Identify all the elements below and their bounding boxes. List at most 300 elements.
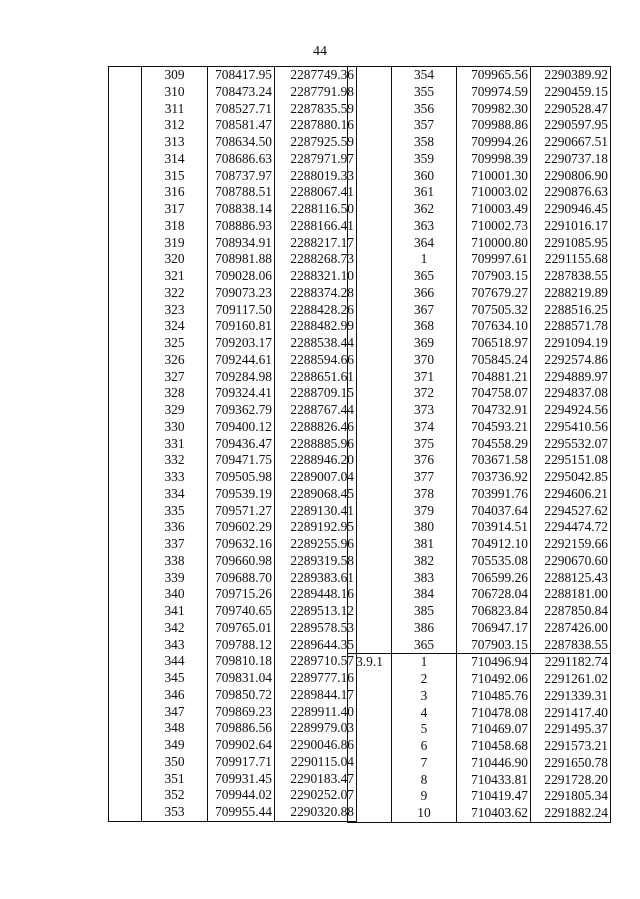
- section-cell: [348, 352, 392, 369]
- point-number-cell: 366: [392, 285, 457, 302]
- section-cell: [109, 268, 142, 285]
- point-number-cell: 7: [392, 755, 457, 772]
- table-row: [109, 251, 357, 268]
- section-cell: [348, 117, 392, 134]
- table-row: [109, 704, 357, 721]
- section-cell: [348, 772, 392, 789]
- y-coordinate-cell: 2290528.47: [531, 101, 611, 118]
- coordinates-table-right: [347, 66, 611, 823]
- x-coordinate-cell: 709244.61: [208, 352, 275, 369]
- table-row: [109, 302, 357, 319]
- point-number-cell: 329: [142, 402, 208, 419]
- x-coordinate-cell: 710003.02: [457, 184, 531, 201]
- point-number-cell: 322: [142, 285, 208, 302]
- y-coordinate-cell: 2292574.86: [531, 352, 611, 369]
- table-row: [348, 603, 611, 620]
- table-row: [109, 117, 357, 134]
- point-number-cell: 336: [142, 519, 208, 536]
- point-number-cell: 345: [142, 670, 208, 687]
- section-cell: [348, 721, 392, 738]
- x-coordinate-cell: 709974.59: [457, 84, 531, 101]
- section-cell: [109, 101, 142, 118]
- table-row: [109, 670, 357, 687]
- point-number-cell: 344: [142, 653, 208, 670]
- section-cell: [109, 653, 142, 670]
- point-number-cell: 310: [142, 84, 208, 101]
- section-cell: [348, 134, 392, 151]
- x-coordinate-cell: 709571.27: [208, 503, 275, 520]
- section-cell: [109, 687, 142, 704]
- point-number-cell: 378: [392, 486, 457, 503]
- y-coordinate-cell: 2287835.59: [275, 101, 357, 118]
- section-cell: [348, 755, 392, 772]
- y-coordinate-cell: 2288321.10: [275, 268, 357, 285]
- table-row: [109, 653, 357, 670]
- section-cell: 3.9.1: [348, 654, 392, 671]
- y-coordinate-cell: 2288181.00: [531, 586, 611, 603]
- point-number-cell: 315: [142, 168, 208, 185]
- y-coordinate-cell: 2294924.56: [531, 402, 611, 419]
- y-coordinate-cell: 2288767.44: [275, 402, 357, 419]
- table-row: [348, 84, 611, 101]
- y-coordinate-cell: 2291495.37: [531, 721, 611, 738]
- section-cell: [348, 503, 392, 520]
- y-coordinate-cell: 2288166.41: [275, 218, 357, 235]
- y-coordinate-cell: 2289578.53: [275, 620, 357, 637]
- x-coordinate-cell: 704732.91: [457, 402, 531, 419]
- point-number-cell: 314: [142, 151, 208, 168]
- x-coordinate-cell: 709028.06: [208, 268, 275, 285]
- table-row: [348, 201, 611, 218]
- x-coordinate-cell: 703736.92: [457, 469, 531, 486]
- x-coordinate-cell: 710003.49: [457, 201, 531, 218]
- x-coordinate-cell: 709998.39: [457, 151, 531, 168]
- x-coordinate-cell: 707634.10: [457, 318, 531, 335]
- section-cell: [348, 84, 392, 101]
- point-number-cell: 360: [392, 168, 457, 185]
- y-coordinate-cell: 2289777.16: [275, 670, 357, 687]
- point-number-cell: 10: [392, 805, 457, 822]
- y-coordinate-cell: 2294837.08: [531, 385, 611, 402]
- point-number-cell: 319: [142, 235, 208, 252]
- point-number-cell: 373: [392, 402, 457, 419]
- x-coordinate-cell: 709160.81: [208, 318, 275, 335]
- section-cell: [348, 536, 392, 553]
- table-row: [109, 519, 357, 536]
- section-cell: [109, 787, 142, 804]
- point-number-cell: 369: [392, 335, 457, 352]
- table-row: [348, 570, 611, 587]
- x-coordinate-cell: 709602.29: [208, 519, 275, 536]
- y-coordinate-cell: 2288709.15: [275, 385, 357, 402]
- table-row: [348, 620, 611, 637]
- table-row: [348, 654, 611, 671]
- y-coordinate-cell: 2288019.33: [275, 168, 357, 185]
- x-coordinate-cell: 709988.86: [457, 117, 531, 134]
- point-number-cell: 349: [142, 737, 208, 754]
- point-number-cell: 359: [392, 151, 457, 168]
- x-coordinate-cell: 709471.75: [208, 452, 275, 469]
- x-coordinate-cell: 709869.23: [208, 704, 275, 721]
- section-cell: [348, 402, 392, 419]
- section-cell: [109, 720, 142, 737]
- table-row: [348, 101, 611, 118]
- table-row: [109, 184, 357, 201]
- y-coordinate-cell: 2288125.43: [531, 570, 611, 587]
- table-row: [109, 84, 357, 101]
- x-coordinate-cell: 704881.21: [457, 369, 531, 386]
- x-coordinate-cell: 706599.26: [457, 570, 531, 587]
- x-coordinate-cell: 709886.56: [208, 720, 275, 737]
- point-number-cell: 383: [392, 570, 457, 587]
- section-cell: [109, 553, 142, 570]
- y-coordinate-cell: 2291261.02: [531, 671, 611, 688]
- x-coordinate-cell: 708634.50: [208, 134, 275, 151]
- y-coordinate-cell: 2295410.56: [531, 419, 611, 436]
- table-row: [348, 503, 611, 520]
- point-number-cell: 380: [392, 519, 457, 536]
- table-row: [109, 804, 357, 821]
- x-coordinate-cell: 710446.90: [457, 755, 531, 772]
- x-coordinate-cell: 710433.81: [457, 772, 531, 789]
- y-coordinate-cell: 2288946.20: [275, 452, 357, 469]
- x-coordinate-cell: 704593.21: [457, 419, 531, 436]
- y-coordinate-cell: 2290597.95: [531, 117, 611, 134]
- section-cell: [348, 805, 392, 822]
- section-cell: [109, 302, 142, 319]
- y-coordinate-cell: 2290670.60: [531, 553, 611, 570]
- table-row: [109, 469, 357, 486]
- section-cell: [109, 637, 142, 654]
- table-row: [348, 184, 611, 201]
- section-cell: [348, 469, 392, 486]
- x-coordinate-cell: 708981.88: [208, 251, 275, 268]
- section-cell: [109, 218, 142, 235]
- point-number-cell: 372: [392, 385, 457, 402]
- table-row: [109, 771, 357, 788]
- point-number-cell: 355: [392, 84, 457, 101]
- point-number-cell: 1: [392, 251, 457, 268]
- section-cell: [348, 285, 392, 302]
- table-row: [109, 369, 357, 386]
- y-coordinate-cell: 2288219.89: [531, 285, 611, 302]
- x-coordinate-cell: 709203.17: [208, 335, 275, 352]
- x-coordinate-cell: 708527.71: [208, 101, 275, 118]
- x-coordinate-cell: 705845.24: [457, 352, 531, 369]
- section-cell: [348, 637, 392, 654]
- section-cell: [348, 586, 392, 603]
- table-row: [109, 235, 357, 252]
- x-coordinate-cell: 708886.93: [208, 218, 275, 235]
- table-row: [348, 318, 611, 335]
- table-row: [109, 536, 357, 553]
- x-coordinate-cell: 709284.98: [208, 369, 275, 386]
- section-cell: [109, 235, 142, 252]
- point-number-cell: 313: [142, 134, 208, 151]
- point-number-cell: 361: [392, 184, 457, 201]
- x-coordinate-cell: 709994.26: [457, 134, 531, 151]
- section-cell: [109, 469, 142, 486]
- section-cell: [348, 218, 392, 235]
- section-cell: [348, 688, 392, 705]
- y-coordinate-cell: 2294527.62: [531, 503, 611, 520]
- y-coordinate-cell: 2290389.92: [531, 67, 611, 84]
- section-cell: [109, 704, 142, 721]
- section-cell: [109, 117, 142, 134]
- y-coordinate-cell: 2289979.03: [275, 720, 357, 737]
- section-cell: [348, 268, 392, 285]
- table-row: [348, 788, 611, 805]
- section-cell: [348, 251, 392, 268]
- table-row: [109, 503, 357, 520]
- section-cell: [348, 570, 392, 587]
- section-cell: [348, 486, 392, 503]
- table-row: [348, 168, 611, 185]
- x-coordinate-cell: 707903.15: [457, 268, 531, 285]
- table-row: [348, 738, 611, 755]
- x-coordinate-cell: 704758.07: [457, 385, 531, 402]
- table-row: [109, 637, 357, 654]
- y-coordinate-cell: 2291417.40: [531, 705, 611, 722]
- table-row: [348, 553, 611, 570]
- table-row: [348, 335, 611, 352]
- y-coordinate-cell: 2291155.68: [531, 251, 611, 268]
- table-row: [109, 218, 357, 235]
- y-coordinate-cell: 2288594.66: [275, 352, 357, 369]
- y-coordinate-cell: 2290876.63: [531, 184, 611, 201]
- section-cell: [109, 134, 142, 151]
- x-coordinate-cell: 708686.63: [208, 151, 275, 168]
- x-coordinate-cell: 703991.76: [457, 486, 531, 503]
- table-row: [109, 452, 357, 469]
- table-row: [348, 268, 611, 285]
- table-row: [348, 436, 611, 453]
- point-number-cell: 331: [142, 436, 208, 453]
- point-number-cell: 351: [142, 771, 208, 788]
- point-number-cell: 311: [142, 101, 208, 118]
- y-coordinate-cell: 2290320.88: [275, 804, 357, 821]
- section-cell: [109, 754, 142, 771]
- point-number-cell: 333: [142, 469, 208, 486]
- table-row: [348, 419, 611, 436]
- table-row: [348, 586, 611, 603]
- y-coordinate-cell: 2289068.45: [275, 486, 357, 503]
- y-coordinate-cell: 2288482.99: [275, 318, 357, 335]
- table-row: [348, 721, 611, 738]
- y-coordinate-cell: 2288571.78: [531, 318, 611, 335]
- point-number-cell: 365: [392, 268, 457, 285]
- section-cell: [109, 251, 142, 268]
- table-row: [348, 385, 611, 402]
- x-coordinate-cell: 710001.30: [457, 168, 531, 185]
- y-coordinate-cell: 2291182.74: [531, 654, 611, 671]
- x-coordinate-cell: 709997.61: [457, 251, 531, 268]
- point-number-cell: 371: [392, 369, 457, 386]
- point-number-cell: 8: [392, 772, 457, 789]
- point-number-cell: 368: [392, 318, 457, 335]
- table-row: [109, 385, 357, 402]
- y-coordinate-cell: 2291016.17: [531, 218, 611, 235]
- table-row: [109, 318, 357, 335]
- point-number-cell: 334: [142, 486, 208, 503]
- section-cell: [109, 586, 142, 603]
- table-row: [348, 705, 611, 722]
- y-coordinate-cell: 2288116.50: [275, 201, 357, 218]
- table-row: [109, 67, 357, 84]
- point-number-cell: 326: [142, 352, 208, 369]
- section-cell: [109, 318, 142, 335]
- y-coordinate-cell: 2288067.41: [275, 184, 357, 201]
- section-cell: [348, 369, 392, 386]
- table-row: [348, 134, 611, 151]
- y-coordinate-cell: 2289844.17: [275, 687, 357, 704]
- x-coordinate-cell: 710478.08: [457, 705, 531, 722]
- point-number-cell: 350: [142, 754, 208, 771]
- x-coordinate-cell: 710485.76: [457, 688, 531, 705]
- section-cell: [348, 419, 392, 436]
- y-coordinate-cell: 2291339.31: [531, 688, 611, 705]
- section-cell: [109, 285, 142, 302]
- x-coordinate-cell: 710469.07: [457, 721, 531, 738]
- y-coordinate-cell: 2291094.19: [531, 335, 611, 352]
- coordinates-table-left: [108, 66, 357, 822]
- x-coordinate-cell: 705535.08: [457, 553, 531, 570]
- point-number-cell: 347: [142, 704, 208, 721]
- section-cell: [348, 184, 392, 201]
- table-row: [109, 586, 357, 603]
- section-cell: [348, 738, 392, 755]
- x-coordinate-cell: 709931.45: [208, 771, 275, 788]
- x-coordinate-cell: 707679.27: [457, 285, 531, 302]
- point-number-cell: 367: [392, 302, 457, 319]
- table-row: [348, 402, 611, 419]
- point-number-cell: 332: [142, 452, 208, 469]
- y-coordinate-cell: 2287850.84: [531, 603, 611, 620]
- section-cell: [109, 369, 142, 386]
- x-coordinate-cell: 710419.47: [457, 788, 531, 805]
- x-coordinate-cell: 706518.97: [457, 335, 531, 352]
- point-number-cell: 348: [142, 720, 208, 737]
- y-coordinate-cell: 2287426.00: [531, 620, 611, 637]
- x-coordinate-cell: 710002.73: [457, 218, 531, 235]
- table-row: [109, 419, 357, 436]
- table-row: [109, 737, 357, 754]
- point-number-cell: 316: [142, 184, 208, 201]
- y-coordinate-cell: 2288516.25: [531, 302, 611, 319]
- point-number-cell: 354: [392, 67, 457, 84]
- y-coordinate-cell: 2294606.21: [531, 486, 611, 503]
- section-cell: [109, 168, 142, 185]
- table-row: [109, 720, 357, 737]
- point-number-cell: 356: [392, 101, 457, 118]
- table-row: [109, 168, 357, 185]
- y-coordinate-cell: 2288428.26: [275, 302, 357, 319]
- x-coordinate-cell: 704912.10: [457, 536, 531, 553]
- y-coordinate-cell: 2289448.16: [275, 586, 357, 603]
- table-row: [109, 787, 357, 804]
- point-number-cell: 317: [142, 201, 208, 218]
- x-coordinate-cell: 710458.68: [457, 738, 531, 755]
- table-row: [109, 754, 357, 771]
- y-coordinate-cell: 2288885.96: [275, 436, 357, 453]
- x-coordinate-cell: 709955.44: [208, 804, 275, 821]
- point-number-cell: 309: [142, 67, 208, 84]
- table-row: [348, 519, 611, 536]
- x-coordinate-cell: 709539.19: [208, 486, 275, 503]
- section-cell: [109, 603, 142, 620]
- y-coordinate-cell: 2287880.16: [275, 117, 357, 134]
- y-coordinate-cell: 2289007.04: [275, 469, 357, 486]
- y-coordinate-cell: 2288651.61: [275, 369, 357, 386]
- point-number-cell: 375: [392, 436, 457, 453]
- y-coordinate-cell: 2287749.36: [275, 67, 357, 84]
- section-cell: [109, 402, 142, 419]
- section-cell: [348, 101, 392, 118]
- table-row: [348, 352, 611, 369]
- section-cell: [348, 151, 392, 168]
- y-coordinate-cell: 2291650.78: [531, 755, 611, 772]
- table-row: [348, 805, 611, 822]
- point-number-cell: 370: [392, 352, 457, 369]
- point-number-cell: 320: [142, 251, 208, 268]
- y-coordinate-cell: 2290183.47: [275, 771, 357, 788]
- point-number-cell: 343: [142, 637, 208, 654]
- x-coordinate-cell: 709632.16: [208, 536, 275, 553]
- point-number-cell: 385: [392, 603, 457, 620]
- point-number-cell: 352: [142, 787, 208, 804]
- table-row: [109, 620, 357, 637]
- point-number-cell: 321: [142, 268, 208, 285]
- y-coordinate-cell: 2289513.12: [275, 603, 357, 620]
- table-row: [348, 369, 611, 386]
- point-number-cell: 327: [142, 369, 208, 386]
- section-cell: [109, 771, 142, 788]
- table-row: [348, 469, 611, 486]
- y-coordinate-cell: 2290737.18: [531, 151, 611, 168]
- point-number-cell: 364: [392, 235, 457, 252]
- x-coordinate-cell: 708934.91: [208, 235, 275, 252]
- y-coordinate-cell: 2295532.07: [531, 436, 611, 453]
- x-coordinate-cell: 709902.64: [208, 737, 275, 754]
- x-coordinate-cell: 703671.58: [457, 452, 531, 469]
- y-coordinate-cell: 2290459.15: [531, 84, 611, 101]
- point-number-cell: 3: [392, 688, 457, 705]
- y-coordinate-cell: 2289710.57: [275, 653, 357, 670]
- section-cell: [348, 519, 392, 536]
- point-number-cell: 365: [392, 637, 457, 654]
- y-coordinate-cell: 2288374.28: [275, 285, 357, 302]
- section-cell: [348, 603, 392, 620]
- y-coordinate-cell: 2290667.51: [531, 134, 611, 151]
- point-number-cell: 6: [392, 738, 457, 755]
- point-number-cell: 1: [392, 654, 457, 671]
- y-coordinate-cell: 2289255.96: [275, 536, 357, 553]
- section-cell: [109, 84, 142, 101]
- x-coordinate-cell: 709505.98: [208, 469, 275, 486]
- y-coordinate-cell: 2294474.72: [531, 519, 611, 536]
- section-cell: [109, 201, 142, 218]
- section-cell: [109, 570, 142, 587]
- point-number-cell: 330: [142, 419, 208, 436]
- x-coordinate-cell: 708788.51: [208, 184, 275, 201]
- point-number-cell: 341: [142, 603, 208, 620]
- table-row: [348, 117, 611, 134]
- point-number-cell: 342: [142, 620, 208, 637]
- x-coordinate-cell: 704558.29: [457, 436, 531, 453]
- x-coordinate-cell: 709688.70: [208, 570, 275, 587]
- table-row: [109, 687, 357, 704]
- point-number-cell: 346: [142, 687, 208, 704]
